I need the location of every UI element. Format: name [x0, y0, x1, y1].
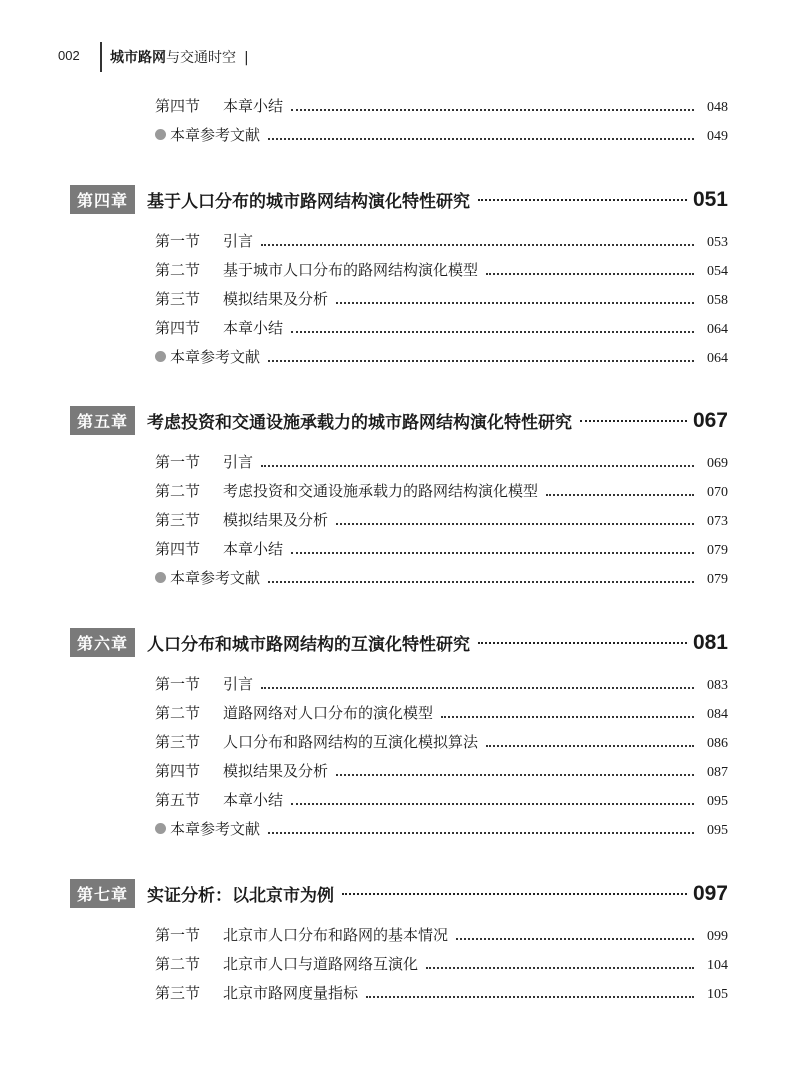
toc-chapter-entry[interactable]: [70, 185, 728, 214]
page-number: 064: [707, 322, 728, 337]
leader-dots: [426, 967, 694, 969]
page-number: 079: [707, 543, 728, 558]
reference-title: [155, 818, 260, 839]
leader-dots: [478, 199, 687, 201]
book-title: [110, 47, 249, 67]
toc-section-entry[interactable]: [155, 95, 728, 116]
section-title: 本章小结: [223, 540, 284, 558]
section-title: 人口分布和路网结构的互演化模拟算法: [223, 733, 479, 751]
section-title: 引言: [223, 675, 254, 693]
leader-dots: [478, 642, 687, 644]
toc-reference-entry[interactable]: [155, 818, 728, 839]
chapter-title: 实证分析：以北京市为例: [147, 886, 335, 906]
section-title: 北京市人口与道路网络互演化: [223, 955, 419, 973]
header-divider: [100, 42, 102, 72]
section-title: 引言: [223, 453, 254, 471]
page-number: 099: [707, 929, 728, 944]
page-number: 048: [707, 100, 728, 115]
page-number: 058: [707, 293, 728, 308]
page-number: 054: [707, 264, 728, 279]
toc-chapter-entry[interactable]: [70, 406, 728, 435]
page-number: 049: [707, 129, 728, 144]
leader-dots: [366, 996, 694, 998]
section-title: 考虑投资和交通设施承载力的路网结构演化模型: [223, 482, 539, 500]
page-number: 083: [707, 678, 728, 693]
section-title: 模拟结果及分析: [223, 762, 329, 780]
toc-section-entry[interactable]: [155, 924, 728, 945]
page-number: 070: [707, 485, 728, 500]
leader-dots: [486, 273, 694, 275]
page-number: 086: [707, 736, 728, 751]
toc-section-entry[interactable]: [155, 760, 728, 781]
leader-dots: [336, 774, 694, 776]
section-title: 北京市人口分布和路网的基本情况: [223, 926, 449, 944]
chapter-title: 人口分布和城市路网结构的互演化特性研究: [147, 635, 471, 655]
section-number: 第四节: [155, 319, 201, 337]
toc-section-entry[interactable]: [155, 451, 728, 472]
leader-dots: [336, 302, 694, 304]
section-number: 第三节: [155, 733, 201, 751]
page-number: 079: [707, 572, 728, 587]
leader-dots: [342, 893, 687, 895]
toc-section-entry[interactable]: [155, 953, 728, 974]
page-number: 053: [707, 235, 728, 250]
toc-section-entry[interactable]: [155, 317, 728, 338]
section-title: 模拟结果及分析: [223, 511, 329, 529]
leader-dots: [291, 803, 694, 805]
page-number: 069: [707, 456, 728, 471]
page-number: 064: [707, 351, 728, 366]
book-title-bold: 城市路网: [110, 50, 166, 66]
leader-dots: [261, 244, 694, 246]
bullet-icon: [155, 351, 166, 362]
toc-chapter-entry[interactable]: [70, 879, 728, 908]
toc-section-entry[interactable]: [155, 673, 728, 694]
reference-label: 本章参考文献: [170, 348, 261, 366]
toc-reference-entry[interactable]: [155, 124, 728, 145]
leader-dots: [291, 331, 694, 333]
reference-label: 本章参考文献: [170, 569, 261, 587]
leader-dots: [291, 109, 694, 111]
leader-dots: [268, 360, 694, 362]
reference-title: [155, 567, 260, 588]
section-title: 本章小结: [223, 97, 284, 115]
section-number: 第四节: [155, 762, 201, 780]
chapter-page-number: 067: [692, 408, 728, 432]
leader-dots: [268, 832, 694, 834]
chapter-page-number: 081: [692, 630, 728, 654]
section-number: 第二节: [155, 955, 201, 973]
book-title-tail: |: [244, 50, 249, 66]
section-number: 第二节: [155, 704, 201, 722]
leader-dots: [546, 494, 694, 496]
bullet-icon: [155, 129, 166, 140]
toc-section-entry[interactable]: [155, 480, 728, 501]
section-number: 第一节: [155, 926, 201, 944]
toc-section-entry[interactable]: [155, 702, 728, 723]
section-number: 第一节: [155, 453, 201, 471]
leader-dots: [268, 581, 694, 583]
section-number: 第四节: [155, 540, 201, 558]
section-number: 第一节: [155, 232, 201, 250]
reference-title: [155, 124, 260, 145]
chapter-badge: 第五章: [70, 406, 135, 435]
section-number: 第二节: [155, 482, 201, 500]
toc-section-entry[interactable]: [155, 230, 728, 251]
chapter-title: 基于人口分布的城市路网结构演化特性研究: [147, 192, 471, 212]
page-number: 002: [58, 48, 80, 63]
page-number: 105: [707, 987, 728, 1002]
page-number: 104: [707, 958, 728, 973]
toc-reference-entry[interactable]: [155, 567, 728, 588]
reference-label: 本章参考文献: [170, 126, 261, 144]
toc-section-entry[interactable]: [155, 259, 728, 280]
page-number: 084: [707, 707, 728, 722]
leader-dots: [268, 138, 694, 140]
section-number: 第三节: [155, 511, 201, 529]
toc-section-entry[interactable]: [155, 538, 728, 559]
chapter-badge: 第四章: [70, 185, 135, 214]
page-number: 095: [707, 794, 728, 809]
leader-dots: [580, 420, 687, 422]
section-number: 第二节: [155, 261, 201, 279]
chapter-page-number: 051: [692, 187, 728, 211]
section-number: 第三节: [155, 984, 201, 1002]
section-number: 第四节: [155, 97, 201, 115]
leader-dots: [336, 523, 694, 525]
section-number: 第一节: [155, 675, 201, 693]
leader-dots: [441, 716, 694, 718]
chapter-page-number: 097: [692, 881, 728, 905]
section-title: 本章小结: [223, 319, 284, 337]
toc-reference-entry[interactable]: [155, 346, 728, 367]
section-title: 北京市路网度量指标: [223, 984, 359, 1002]
section-number: 第五节: [155, 791, 201, 809]
toc-section-entry[interactable]: [155, 789, 728, 810]
section-title: 引言: [223, 232, 254, 250]
leader-dots: [261, 465, 694, 467]
leader-dots: [291, 552, 694, 554]
chapter-badge: 第七章: [70, 879, 135, 908]
chapter-badge: 第六章: [70, 628, 135, 657]
toc-section-entry[interactable]: [155, 509, 728, 530]
leader-dots: [261, 687, 694, 689]
section-title: 模拟结果及分析: [223, 290, 329, 308]
section-title: 本章小结: [223, 791, 284, 809]
page-number: 095: [707, 823, 728, 838]
section-number: 第三节: [155, 290, 201, 308]
toc-section-entry[interactable]: [155, 288, 728, 309]
toc-section-entry[interactable]: [155, 731, 728, 752]
section-title: 道路网络对人口分布的演化模型: [223, 704, 434, 722]
bullet-icon: [155, 572, 166, 583]
page-number: 087: [707, 765, 728, 780]
chapter-title: 考虑投资和交通设施承载力的城市路网结构演化特性研究: [147, 413, 573, 433]
leader-dots: [486, 745, 694, 747]
book-title-light: 与交通时空: [166, 50, 236, 66]
reference-label: 本章参考文献: [170, 820, 261, 838]
leader-dots: [456, 938, 694, 940]
bullet-icon: [155, 823, 166, 834]
page-number: 073: [707, 514, 728, 529]
toc-section-entry[interactable]: [155, 982, 728, 1003]
toc-chapter-entry[interactable]: [70, 628, 728, 657]
reference-title: [155, 346, 260, 367]
section-title: 基于城市人口分布的路网结构演化模型: [223, 261, 479, 279]
